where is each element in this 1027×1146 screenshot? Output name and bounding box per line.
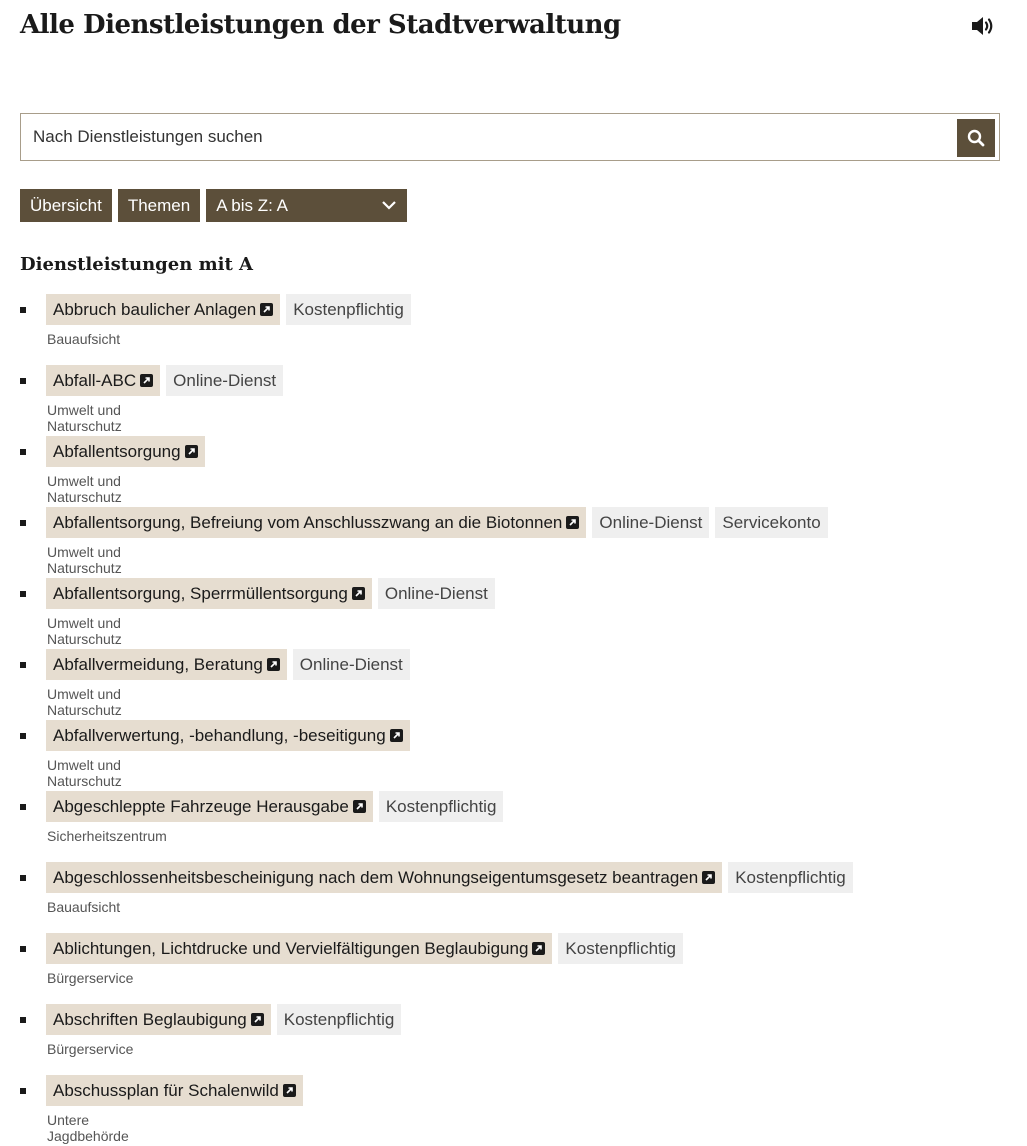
search-bar xyxy=(20,113,1000,161)
search-icon xyxy=(967,129,985,147)
tag-badge: Servicekonto xyxy=(715,507,827,538)
department-label: Umwelt und Naturschutz xyxy=(47,615,122,647)
department-label: Bürgerservice xyxy=(47,1041,134,1057)
bullet xyxy=(20,662,26,668)
service-link[interactable]: Abfallentsorgung xyxy=(46,436,205,467)
external-link-icon xyxy=(390,729,403,742)
external-link-icon xyxy=(532,942,545,955)
department-label: Umwelt und Naturschutz xyxy=(47,473,122,505)
department-label: Bauaufsicht xyxy=(47,899,121,915)
bullet xyxy=(20,875,26,881)
bullet xyxy=(20,1088,26,1094)
bullet xyxy=(20,378,26,384)
external-link-icon xyxy=(140,374,153,387)
service-nav xyxy=(20,189,407,222)
external-link-icon xyxy=(702,871,715,884)
tag-badge: Online-Dienst xyxy=(592,507,709,538)
department-label: Umwelt und Naturschutz xyxy=(47,402,122,434)
bullet xyxy=(20,449,26,455)
service-link[interactable]: Abbruch baulicher Anlagen xyxy=(46,294,280,325)
bullet xyxy=(20,946,26,952)
tag-badge: Online-Dienst xyxy=(166,365,283,396)
tag-badge: Kostenpflichtig xyxy=(728,862,853,893)
service-link[interactable]: Abgeschlossenheitsbescheinigung nach dem Wohnungseigentumsgesetz beantragen xyxy=(46,862,722,893)
overview-button[interactable]: Übersicht xyxy=(20,189,112,222)
service-link[interactable]: Abfallvermeidung, Beratung xyxy=(46,649,287,680)
bullet xyxy=(20,733,26,739)
department-label: Untere Jagdbehörde xyxy=(47,1112,129,1144)
external-link-icon xyxy=(566,516,579,529)
external-link-icon xyxy=(260,303,273,316)
external-link-icon xyxy=(353,800,366,813)
bullet xyxy=(20,591,26,597)
tag-badge: Kostenpflichtig xyxy=(558,933,683,964)
bullet xyxy=(20,804,26,810)
tag-badge: Kostenpflichtig xyxy=(379,791,504,822)
tag-badge: Kostenpflichtig xyxy=(277,1004,402,1035)
service-link[interactable]: Ablichtungen, Lichtdrucke und Vervielfältigungen Beglaubigung xyxy=(46,933,552,964)
tag-badge: Online-Dienst xyxy=(293,649,410,680)
department-label: Bürgerservice xyxy=(47,970,134,986)
search-input[interactable] xyxy=(21,114,951,160)
tag-badge: Kostenpflichtig xyxy=(286,294,411,325)
tag-badge: Online-Dienst xyxy=(378,578,495,609)
bullet xyxy=(20,1017,26,1023)
service-link[interactable]: Abfallverwertung, -behandlung, -beseitigung xyxy=(46,720,410,751)
external-link-icon xyxy=(251,1013,264,1026)
az-select-label: A bis Z: A xyxy=(216,196,288,215)
search-button[interactable] xyxy=(957,119,995,157)
department-label: Sicherheitszentrum xyxy=(47,828,167,844)
department-label: Umwelt und Naturschutz xyxy=(47,544,122,576)
department-label: Umwelt und Naturschutz xyxy=(47,757,122,789)
department-label: Umwelt und Naturschutz xyxy=(47,686,122,718)
topics-button[interactable]: Themen xyxy=(118,189,200,222)
service-link[interactable]: Abfallentsorgung, Sperrmüllentsorgung xyxy=(46,578,372,609)
section-heading: Dienstleistungen mit A xyxy=(20,254,254,275)
speaker-icon[interactable] xyxy=(970,14,996,38)
chevron-down-icon xyxy=(381,200,397,211)
service-link[interactable]: Abfall-ABC xyxy=(46,365,160,396)
department-label: Bauaufsicht xyxy=(47,331,121,347)
external-link-icon xyxy=(267,658,280,671)
service-link[interactable]: Abfallentsorgung, Befreiung vom Anschlusszwang an die Biotonnen xyxy=(46,507,586,538)
external-link-icon xyxy=(352,587,365,600)
az-select[interactable] xyxy=(206,189,407,222)
page-title: Alle Dienstleistungen der Stadtverwaltung xyxy=(20,10,621,40)
service-link[interactable]: Abschussplan für Schalenwild xyxy=(46,1075,303,1106)
bullet xyxy=(20,307,26,313)
external-link-icon xyxy=(283,1084,296,1097)
external-link-icon xyxy=(185,445,198,458)
bullet xyxy=(20,520,26,526)
service-link[interactable]: Abschriften Beglaubigung xyxy=(46,1004,271,1035)
service-link[interactable]: Abgeschleppte Fahrzeuge Herausgabe xyxy=(46,791,373,822)
